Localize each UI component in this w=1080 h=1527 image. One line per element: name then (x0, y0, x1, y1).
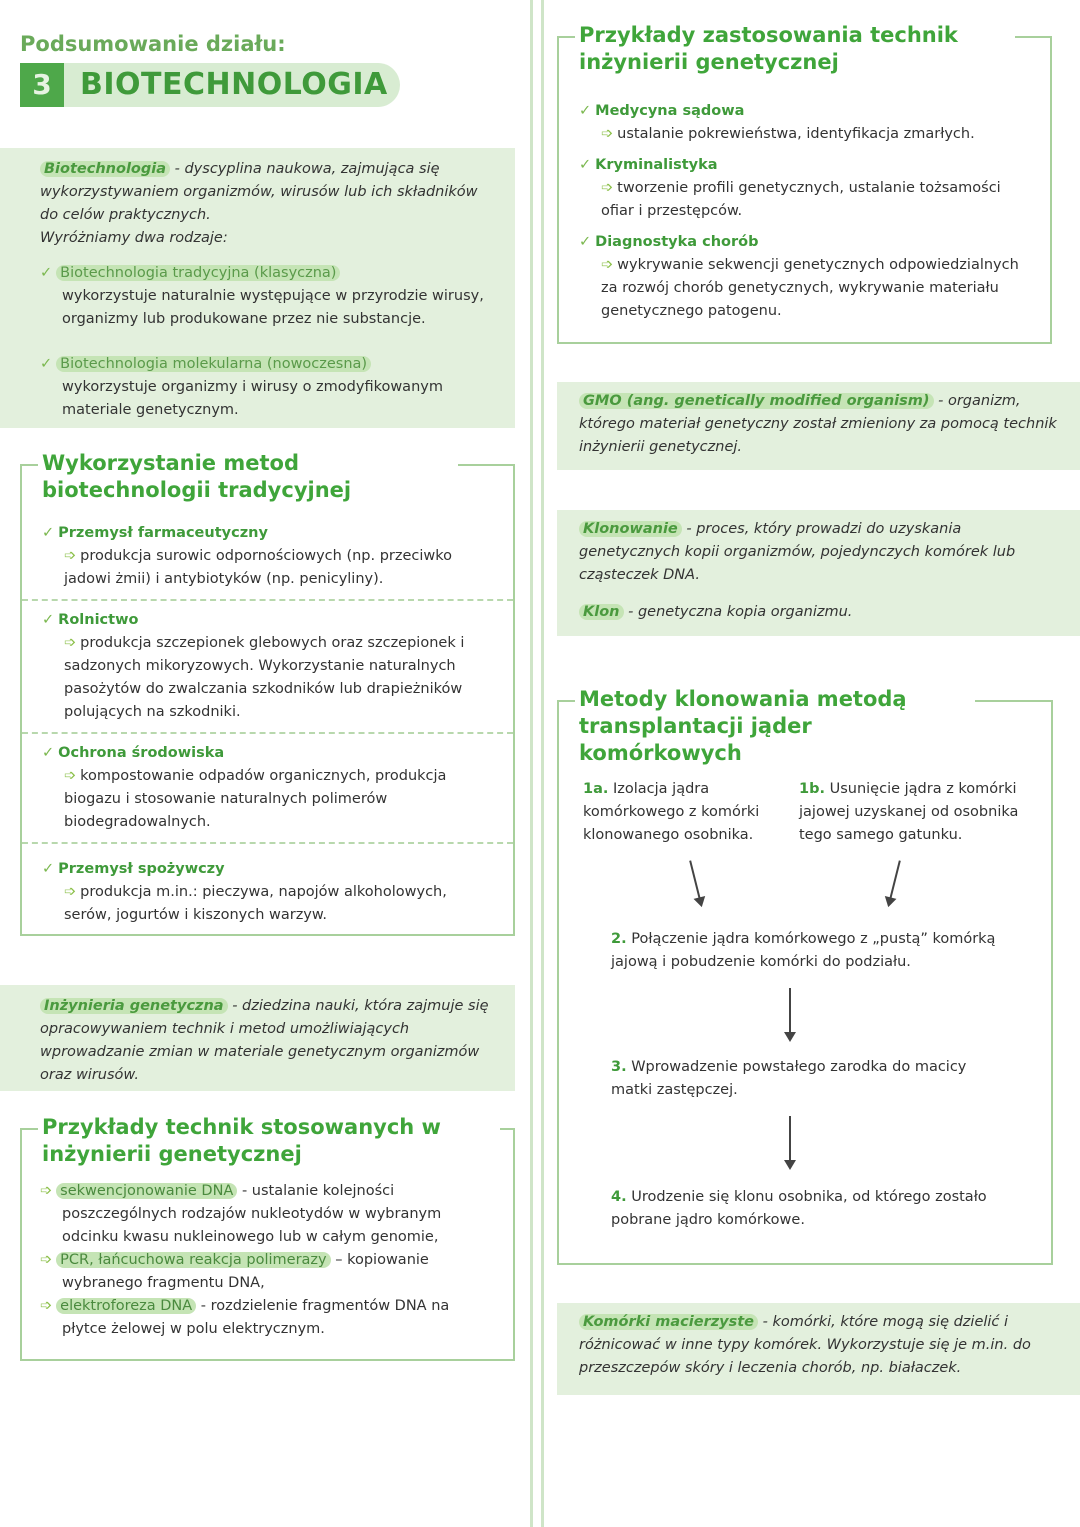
term: GMO (ang. genetically modified organism) (579, 393, 934, 409)
definition: - organizm, którego materiał genetyczny został zmieniony za pomocą technik inżynierii genetycznej. (579, 393, 1057, 455)
step-text: Połączenie jądra komórkowego z „pustą” komórką jajową i pobudzenie komórki do podziału. (611, 931, 996, 970)
step-3 (611, 1056, 991, 1102)
use-item (22, 599, 513, 732)
app-item (559, 100, 1050, 154)
stem-cells-definition (557, 1303, 1080, 1395)
step-text: Urodzenie się klonu osobnika, od którego zostało pobrane jądro komórkowe. (611, 1189, 987, 1228)
section-title: Metody klonowania metodą transplantacji jąder komórkowych (575, 686, 975, 767)
item-text: wykrywanie sekwencji genetycznych odpowiedzialnych za rozwój chorób genetycznych, wykrywanie materiału genetycznego patogenu. (601, 257, 1019, 319)
section-title: Przykłady zastosowania technik inżynierii genetycznej (575, 22, 1015, 76)
technique-term: sekwencjonowanie DNA (56, 1183, 237, 1199)
arrow-icon: ➩ (40, 1298, 53, 1314)
type-name: Biotechnologia molekularna (nowoczesna) (56, 356, 371, 372)
step-number: 3. (611, 1059, 627, 1075)
chapter-subtitle: Podsumowanie działu: (20, 32, 286, 56)
check-icon: ✓ (42, 745, 55, 761)
item-text: tworzenie profili genetycznych, ustalanie tożsamości ofiar i przestępców. (601, 180, 1001, 219)
arrow-icon: ➩ (40, 1252, 53, 1268)
technique-item (40, 1295, 495, 1341)
use-item (22, 514, 513, 599)
section-title: Przykłady technik stosowanych w inżynierii genetycznej (38, 1114, 500, 1168)
section-title: Wykorzystanie metod biotechnologii tradycyjnej (38, 450, 458, 504)
arrow-icon: ➩ (64, 635, 77, 651)
arrow-icon: ➩ (601, 257, 614, 273)
item-head: Medycyna sądowa (595, 103, 745, 119)
definition: - dziedzina nauki, która zajmuje się opracowywaniem technik i metod umożliwiających wprowadzanie zmian w materiale genetycznym organizmów oraz wirusów. (40, 998, 489, 1083)
arrow-down-icon (689, 860, 701, 899)
check-icon: ✓ (40, 265, 53, 281)
chapter-title-bar (20, 63, 400, 107)
item-text: produkcja szczepionek glebowych oraz szczepionek i sadzonych mikoryzowych. Wykorzystanie naturalnych pasożytów do zwalczania szkodników lub drapieżników polujących na szkodniki. (64, 635, 465, 720)
item-head: Przemysł farmaceutyczny (58, 525, 268, 541)
center-divider (530, 0, 544, 1527)
check-icon: ✓ (42, 861, 55, 877)
arrow-down-icon (789, 988, 791, 1034)
cloning-definition (557, 510, 1080, 636)
item-head: Diagnostyka chorób (595, 234, 759, 250)
traditional-box (20, 451, 515, 936)
step-number: 1b. (799, 781, 825, 797)
cloning-methods-box (557, 687, 1053, 1265)
item-head: Rolnictwo (58, 612, 139, 628)
app-item (559, 231, 1050, 331)
step-1a (583, 778, 783, 847)
gmo-definition (557, 382, 1080, 470)
step-text: Izolacja jądra komórkowego z komórki klonowanego osobnika. (583, 781, 760, 843)
definition: - dyscyplina naukowa, zajmująca się wykorzystywaniem organizmów, wirusów lub ich składników do celów praktycznych. (40, 161, 478, 223)
technique-text: – kopiowanie wybranego fragmentu DNA, (62, 1252, 429, 1291)
check-icon: ✓ (42, 525, 55, 541)
technique-list (22, 1180, 513, 1349)
arrow-icon: ➩ (601, 180, 614, 196)
step-number: 2. (611, 931, 627, 947)
check-icon: ✓ (42, 612, 55, 628)
item-text: produkcja surowic odpornościowych (np. przeciwko jadowi żmii) i antybiotyków (np. penicyliny). (64, 548, 453, 587)
clone-term: Klon (579, 604, 624, 620)
step-4 (611, 1186, 1011, 1232)
app-item (559, 154, 1050, 231)
arrow-icon: ➩ (40, 1183, 53, 1199)
step-number: 1a. (583, 781, 609, 797)
check-icon: ✓ (579, 234, 592, 250)
genetic-engineering-definition (0, 985, 515, 1091)
item-head: Przemysł spożywczy (58, 861, 225, 877)
type-name: Biotechnologia tradycyjna (klasyczna) (56, 265, 340, 281)
types-label: Wyróżniamy dwa rodzaje: (40, 230, 228, 246)
step-2 (611, 928, 1011, 974)
technique-item (40, 1180, 495, 1249)
item-head: Ochrona środowiska (58, 745, 225, 761)
term: Inżynieria genetyczna (40, 998, 228, 1014)
arrow-icon: ➩ (601, 126, 614, 142)
check-icon: ✓ (579, 157, 592, 173)
type-item (40, 262, 493, 331)
technique-text: - ustalanie kolejności poszczególnych rodzajów nukleotydów w wybranym odcinku kwasu nukleinowego lub w całym genomie, (62, 1183, 442, 1245)
chapter-title: BIOTECHNOLOGIA (80, 67, 388, 102)
techniques-box (20, 1115, 515, 1361)
definition: - proces, który prowadzi do uzyskania genetycznych kopii organizmów, pojedynczych komórek lub cząsteczek DNA. (579, 521, 1016, 583)
term: Biotechnologia (40, 161, 170, 177)
item-text: produkcja m.in.: pieczywa, napojów alkoholowych, serów, jogurtów i kiszonych warzyw. (64, 884, 447, 923)
item-text: ustalanie pokrewieństwa, identyfikacja zmarłych. (617, 126, 975, 142)
arrow-icon: ➩ (64, 884, 77, 900)
clone-definition: - genetyczna kopia organizmu. (623, 604, 853, 620)
step-text: Wprowadzenie powstałego zarodka do macicy matki zastępczej. (611, 1059, 967, 1098)
applications-box (557, 23, 1052, 344)
step-text: Usunięcie jądra z komórki jajowej uzyskanej od osobnika tego samego gatunku. (799, 781, 1019, 843)
technique-text: - rozdzielenie fragmentów DNA na płytce żelowej w polu elektrycznym. (62, 1298, 450, 1337)
use-item (22, 732, 513, 842)
type-desc: wykorzystuje organizmy i wirusy o zmodyfikowanym materiale genetycznym. (62, 379, 443, 418)
arrow-icon: ➩ (64, 548, 77, 564)
technique-term: PCR, łańcuchowa reakcja polimerazy (56, 1252, 330, 1268)
use-item (22, 842, 513, 935)
term: Klonowanie (579, 521, 682, 537)
term: Komórki macierzyste (579, 1314, 758, 1330)
item-head: Kryminalistyka (595, 157, 718, 173)
arrow-down-icon (889, 860, 901, 899)
technique-term: elektroforeza DNA (56, 1298, 196, 1314)
check-icon: ✓ (579, 103, 592, 119)
type-item (40, 353, 493, 422)
step-1b (799, 778, 1049, 847)
technique-item (40, 1249, 495, 1295)
item-text: kompostowanie odpadów organicznych, produkcja biogazu i stosowanie naturalnych polimerów biodegradowalnych. (64, 768, 447, 830)
step-number: 4. (611, 1189, 627, 1205)
check-icon: ✓ (40, 356, 53, 372)
type-desc: wykorzystuje naturalnie występujące w przyrodzie wirusy, organizmy lub produkowane przez nie substancje. (62, 288, 484, 327)
arrow-icon: ➩ (64, 768, 77, 784)
arrow-down-icon (789, 1116, 791, 1162)
definition: - komórki, które mogą się dzielić i różnicować w inne typy komórek. Wykorzystuje się je m.in. do przeszczepów skóry i leczenia chorób, np. białaczek. (579, 1314, 1031, 1376)
biotech-definition (0, 148, 515, 428)
chapter-number: 3 (20, 63, 64, 107)
